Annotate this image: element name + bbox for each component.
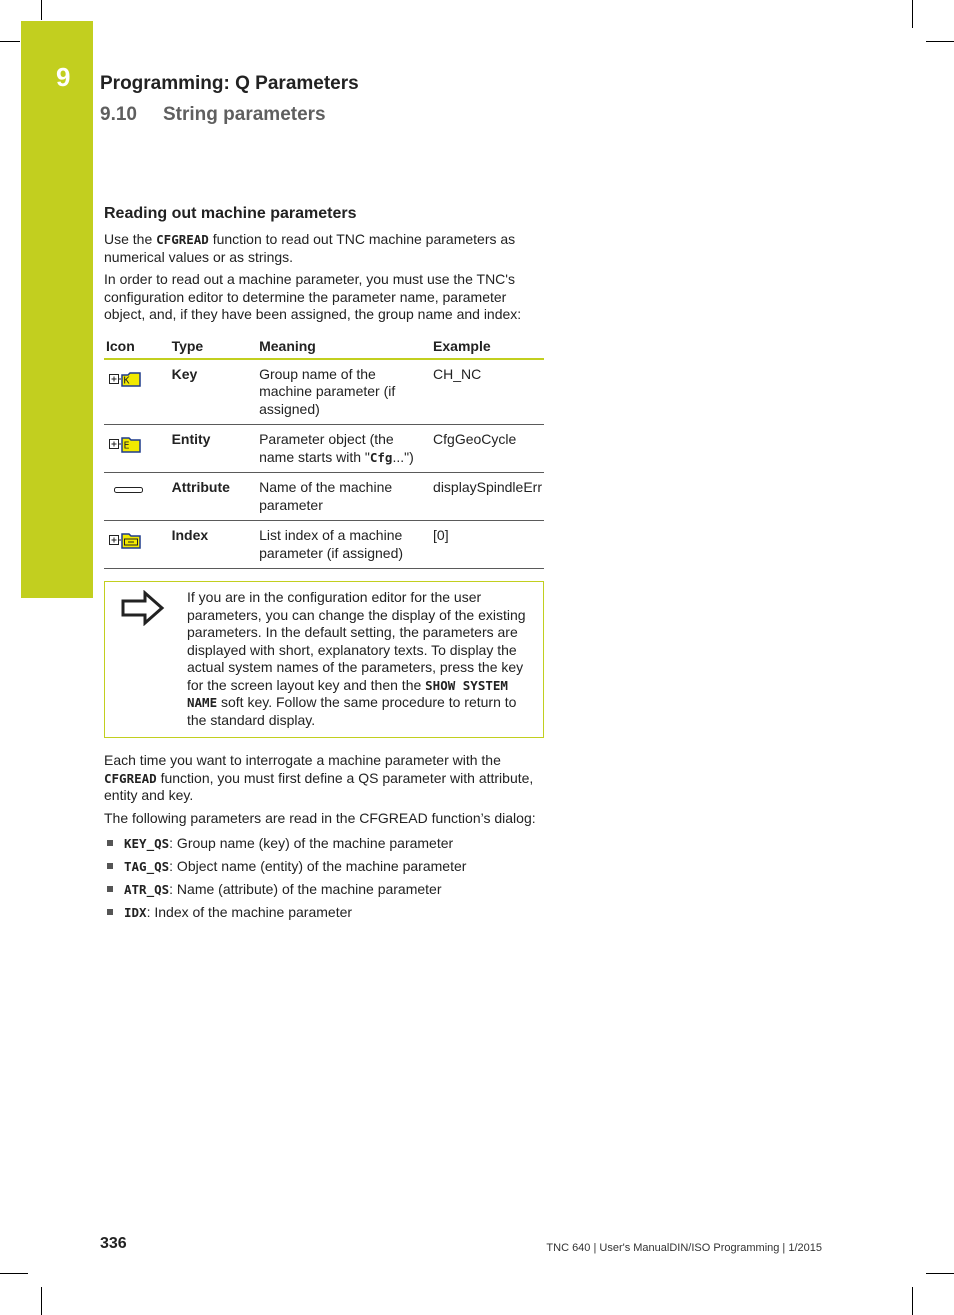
chapter-number: 9 bbox=[56, 62, 71, 92]
note-text bbox=[187, 582, 543, 737]
crop-mark bbox=[41, 0, 42, 20]
svg-text:E: E bbox=[123, 440, 130, 452]
section-number: 9.10 bbox=[100, 104, 137, 125]
text-run: function, you must first define a QS parameter with attribute, entity and key. bbox=[104, 769, 534, 803]
bullet-icon bbox=[107, 909, 113, 915]
crop-mark bbox=[0, 41, 20, 42]
code-show-system-name: SHOW SYSTEM NAME bbox=[187, 677, 508, 710]
svg-text:K: K bbox=[123, 375, 130, 386]
bullet-icon bbox=[107, 886, 113, 892]
index-folder-icon bbox=[106, 531, 146, 554]
crop-mark bbox=[912, 0, 913, 28]
type-cell: Key bbox=[170, 359, 258, 425]
main-content bbox=[104, 205, 544, 924]
code-key-qs: KEY_QS bbox=[124, 836, 170, 851]
arrow-right-icon bbox=[121, 613, 165, 630]
note-box bbox=[104, 581, 544, 738]
type-cell: Attribute bbox=[170, 473, 258, 521]
meaning-cell: List index of a machine parameter (if assigned) bbox=[257, 521, 431, 569]
entity-folder-icon bbox=[106, 435, 146, 458]
page-number: 336 bbox=[100, 1235, 127, 1252]
crop-mark bbox=[926, 1273, 954, 1274]
text-run: : Object name (entity) of the machine parameter bbox=[169, 858, 467, 874]
example-cell: displaySpindleErr bbox=[431, 473, 544, 521]
key-folder-icon bbox=[106, 370, 146, 393]
example-cell: [0] bbox=[431, 521, 544, 569]
code-cfgread: CFGREAD bbox=[156, 232, 209, 247]
table-header-row bbox=[104, 334, 544, 359]
table-row bbox=[104, 425, 544, 473]
code-idx: IDX bbox=[124, 905, 147, 920]
code-tag-qs: TAG_QS bbox=[124, 859, 170, 874]
column-header: Type bbox=[170, 334, 258, 359]
crop-mark bbox=[0, 1273, 28, 1274]
list-item bbox=[104, 855, 544, 878]
type-cell: Entity bbox=[170, 425, 258, 473]
table-row bbox=[104, 359, 544, 425]
type-cell: Index bbox=[170, 521, 258, 569]
attribute-field-icon bbox=[106, 483, 146, 502]
dialog-params-paragraph: The following parameters are read in the CFGREAD function’s dialog: bbox=[104, 809, 536, 826]
chapter-tab bbox=[21, 21, 93, 598]
code-cfg: Cfg bbox=[369, 449, 393, 465]
example-cell: CfgGeoCycle bbox=[431, 425, 544, 473]
section-heading: Reading out machine parameters bbox=[104, 205, 357, 222]
text-run: : Group name (key) of the machine parameter bbox=[169, 835, 454, 851]
note-icon-wrap bbox=[105, 582, 187, 737]
config-editor-paragraph: In order to read out a machine parameter, you must use the TNC's configuration editor to determine the parameter name, parameter object, and, if they have been assigned, the group name and index: bbox=[104, 271, 522, 322]
text-run: Parameter object (the name starts with " bbox=[259, 431, 394, 465]
text-run: soft key. Follow the same procedure to return to the standard display. bbox=[187, 694, 517, 728]
table-cell bbox=[104, 425, 170, 473]
list-item bbox=[104, 878, 544, 901]
example-cell: CH_NC bbox=[431, 359, 544, 425]
text-run: : Index of the machine parameter bbox=[146, 904, 353, 920]
table-cell bbox=[104, 521, 170, 569]
table-cell bbox=[104, 359, 170, 425]
section-title bbox=[100, 104, 326, 126]
parameter-list bbox=[104, 832, 544, 924]
code-atr-qs: ATR_QS bbox=[124, 882, 170, 897]
meaning-cell bbox=[257, 425, 431, 473]
list-item bbox=[104, 832, 544, 855]
intro-paragraph bbox=[104, 231, 544, 266]
text-run: If you are in the configuration editor for the user parameters, you can change the display of the existing parameters. In the default setting, the parameters are displayed with short, explanatory texts. To display the actual system names of the parameters, press the key for the screen layout key and then the bbox=[187, 589, 526, 693]
bullet-icon bbox=[107, 863, 113, 869]
column-header: Icon bbox=[104, 334, 170, 359]
section-name: String parameters bbox=[163, 104, 326, 125]
crop-mark bbox=[41, 1287, 42, 1315]
text-run: function to read out TNC machine parameters as numerical values or as strings. bbox=[104, 231, 516, 265]
code-cfgread: CFGREAD bbox=[104, 770, 157, 786]
chapter-title: Programming: Q Parameters bbox=[100, 73, 359, 94]
bullet-icon bbox=[107, 840, 113, 846]
column-header: Example bbox=[431, 334, 544, 359]
table-cell bbox=[104, 473, 170, 521]
text-run: : Name (attribute) of the machine parameter bbox=[169, 881, 442, 897]
table-row bbox=[104, 473, 544, 521]
crop-mark bbox=[912, 1287, 913, 1315]
crop-mark bbox=[926, 41, 954, 42]
text-run: Each time you want to interrogate a machine parameter with the bbox=[104, 752, 501, 768]
column-header: Meaning bbox=[257, 334, 431, 359]
table-row bbox=[104, 521, 544, 569]
meaning-cell: Group name of the machine parameter (if assigned) bbox=[257, 359, 431, 425]
text-run: ...") bbox=[392, 448, 414, 465]
footer-text: TNC 640 | User's ManualDIN/ISO Programming | 1/2015 bbox=[546, 1242, 822, 1254]
text-run: Use the bbox=[104, 231, 157, 247]
list-item bbox=[104, 901, 544, 924]
meaning-cell: Name of the machine parameter bbox=[257, 473, 431, 521]
parameter-types-table bbox=[104, 334, 544, 570]
cfgread-usage-paragraph bbox=[104, 752, 544, 805]
